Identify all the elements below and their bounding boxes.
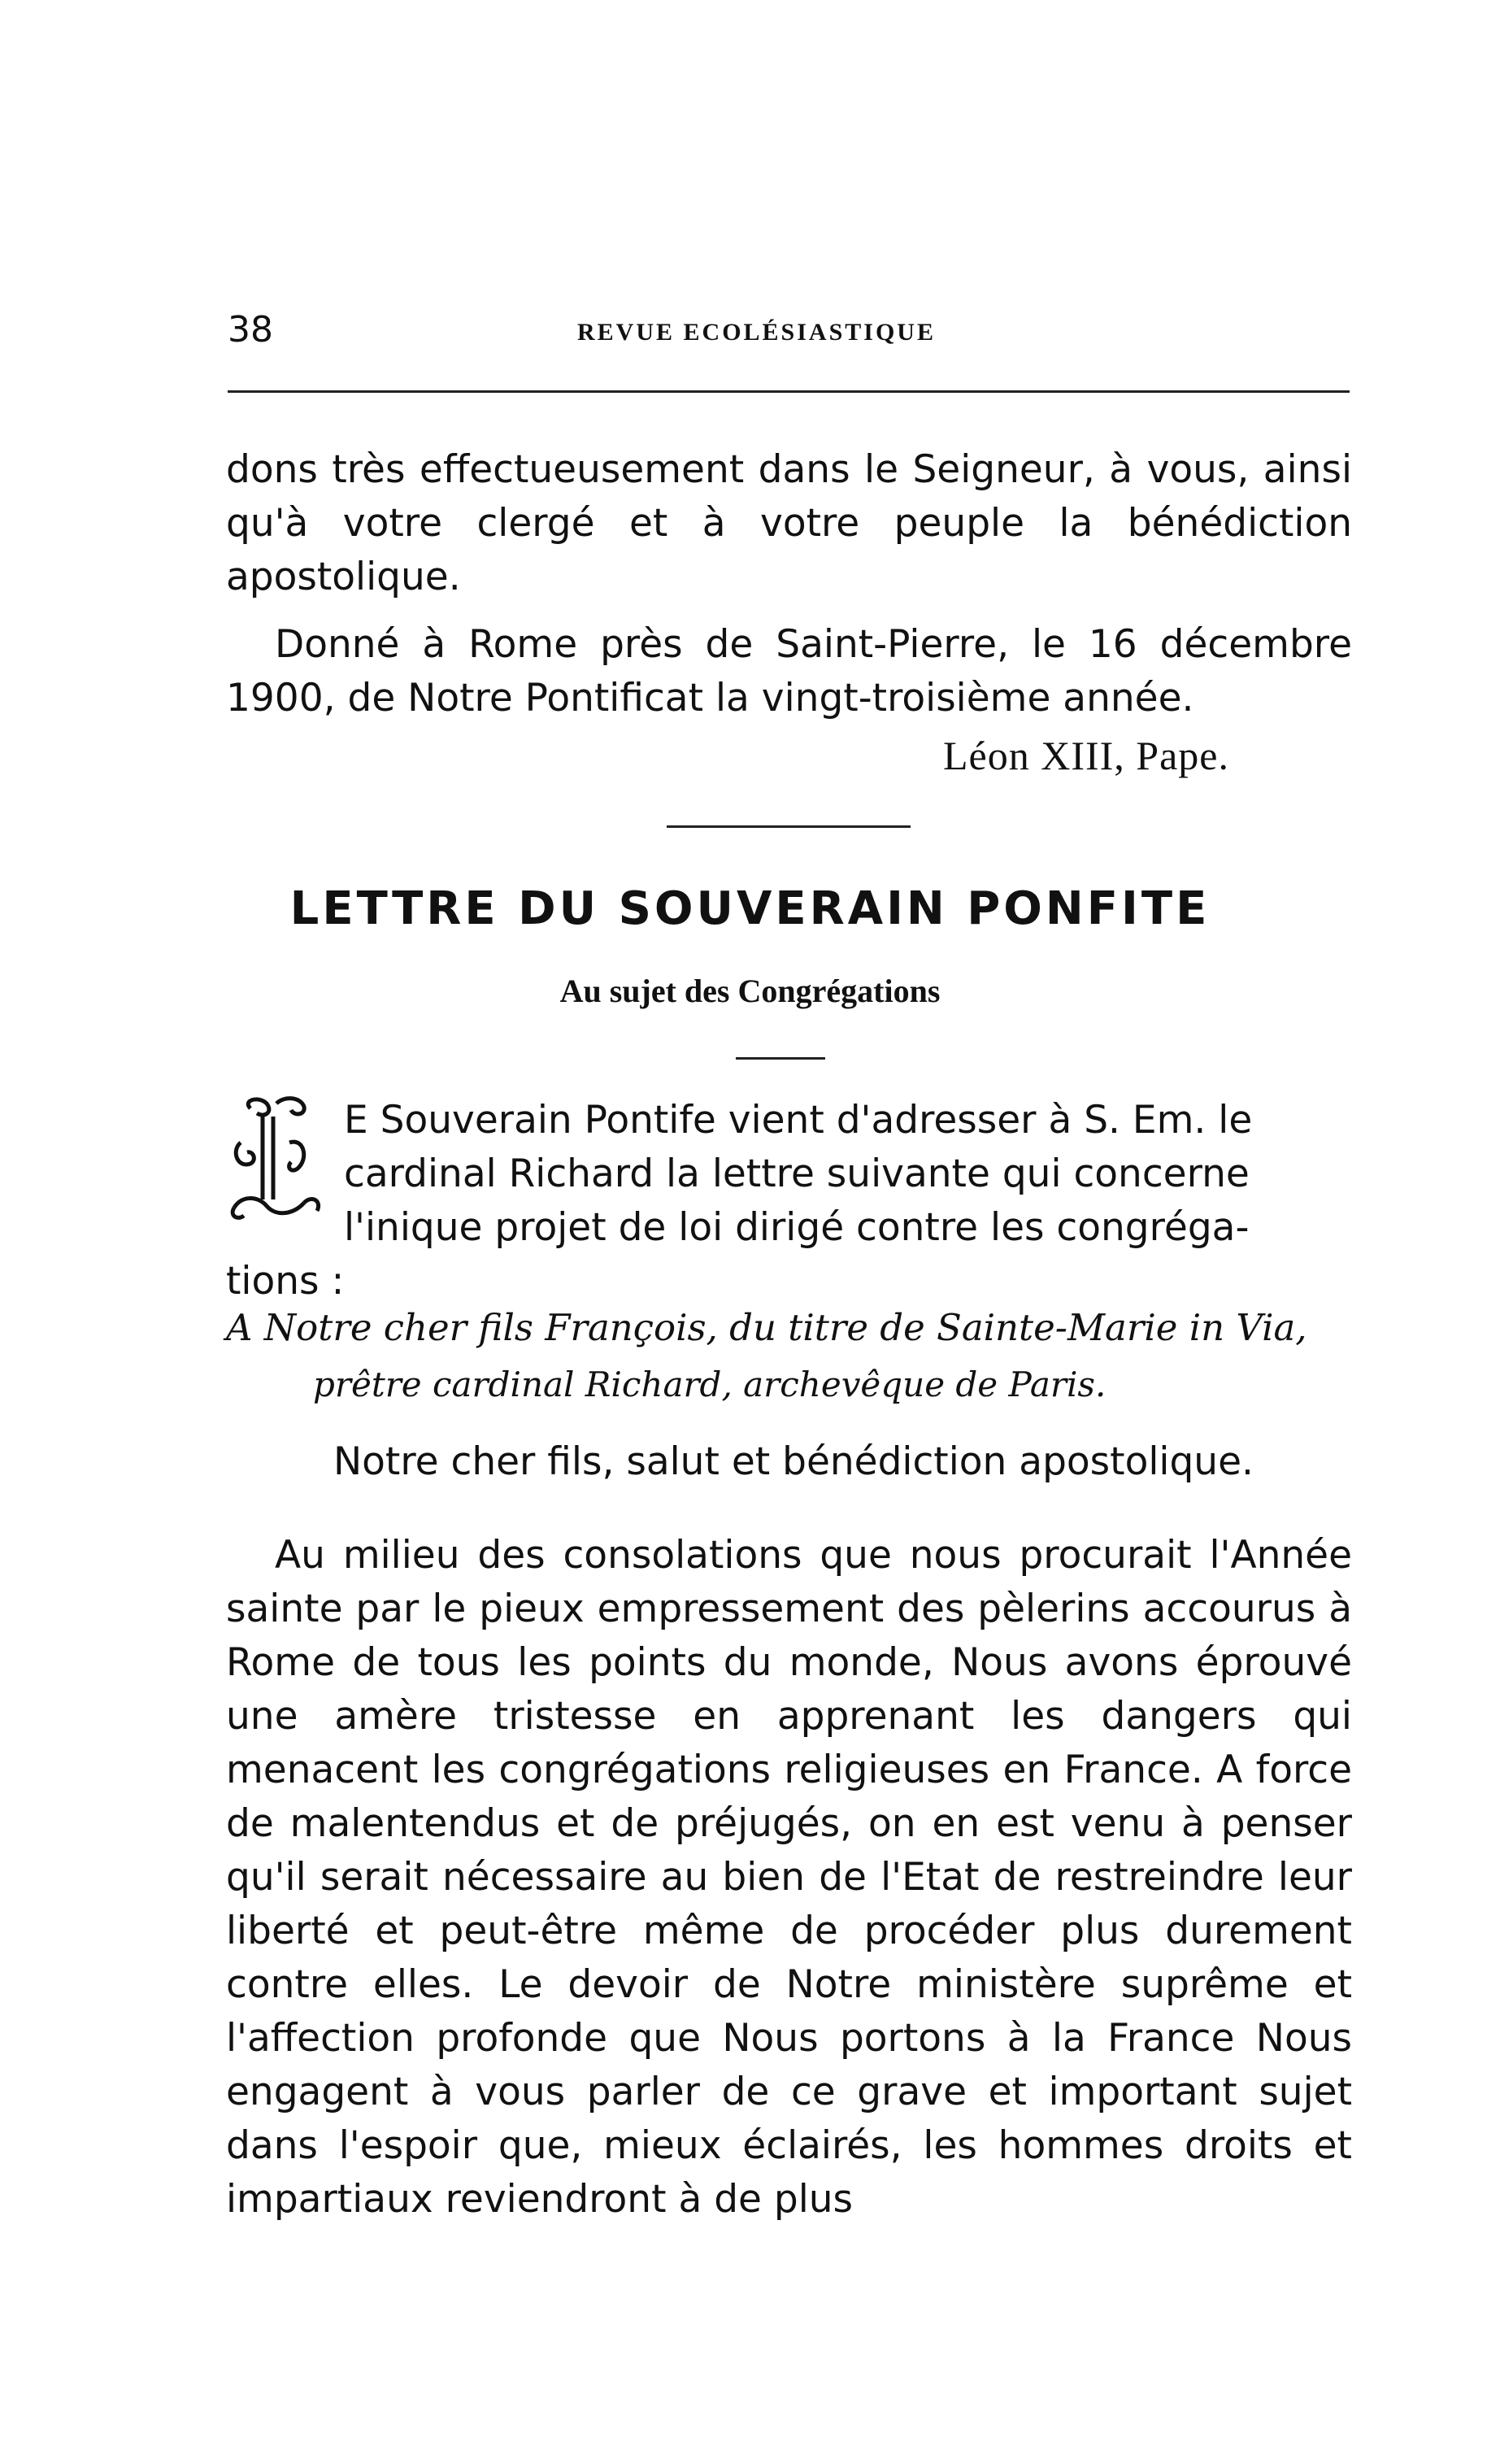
signature: Léon XIII, Pape. — [943, 733, 1229, 778]
page-header — [228, 309, 1358, 358]
header-rule — [228, 390, 1350, 393]
paragraph-dateline: Donné à Rome près de Saint-Pierre, le 16 décembre 1900, de Notre Pontificat la vingt-troisième année. — [226, 622, 1352, 720]
section-divider — [667, 825, 911, 828]
letter-address-line-1: A Notre cher fils François, du titre de Sainte-Marie in Via, — [226, 1306, 1307, 1349]
paragraph-letter-body: Au milieu des consolations que nous procurait l'Année sainte par le pieux empressement des pèlerins accourus à Rome de tous les points du monde, Nous avons éprouvé une amère tristesse en apprenant les dangers qui menacent les congrégations religieuses en France. A force de malentendus et de préjugés, on en est venu à penser qu'il serait nécessaire au bien de l'Etat de restreindre leur liberté et peut-être même de procéder plus durement contre elles. Le devoir de Notre ministère suprême et l'affection profonde que Nous portons à la France Nous engagent à vous parler de ce grave et important sujet dans l'espoir que, mieux éclairés, les hommes droits et impartiaux reviendront à de plus — [226, 1533, 1352, 2222]
intro-line-4: tions : — [226, 1259, 345, 1304]
running-head: REVUE ECOLÉSIASTIQUE — [577, 319, 936, 346]
letter-address-line-2: prêtre cardinal Richard, archevêque de Paris. — [313, 1365, 1107, 1404]
page-number: 38 — [228, 309, 273, 350]
intro-line-3: l'inique projet de loi dirigé contre les congréga- — [344, 1205, 1250, 1250]
svg-text:L: L — [268, 1183, 269, 1184]
salutation: Notre cher fils, salut et bénédiction apostolique. — [333, 1439, 1254, 1484]
paragraph-introduction — [226, 1094, 1352, 1308]
section-subtitle: Au sujet des Congrégations — [559, 973, 941, 1009]
section-title: LETTRE DU SOUVERAIN PONFITE — [289, 882, 1211, 935]
paragraph-closing: dons très effectueusement dans le Seigneur, à vous, ainsi qu'à votre clergé et à votre peuple la bénédiction apostolique. — [226, 447, 1352, 599]
subtitle-divider — [736, 1057, 825, 1060]
intro-line-2: cardinal Richard la lettre suivante qui concerne — [344, 1151, 1250, 1196]
intro-line-1: E Souverain Pontife vient d'adresser à S. Em. le — [344, 1098, 1253, 1143]
